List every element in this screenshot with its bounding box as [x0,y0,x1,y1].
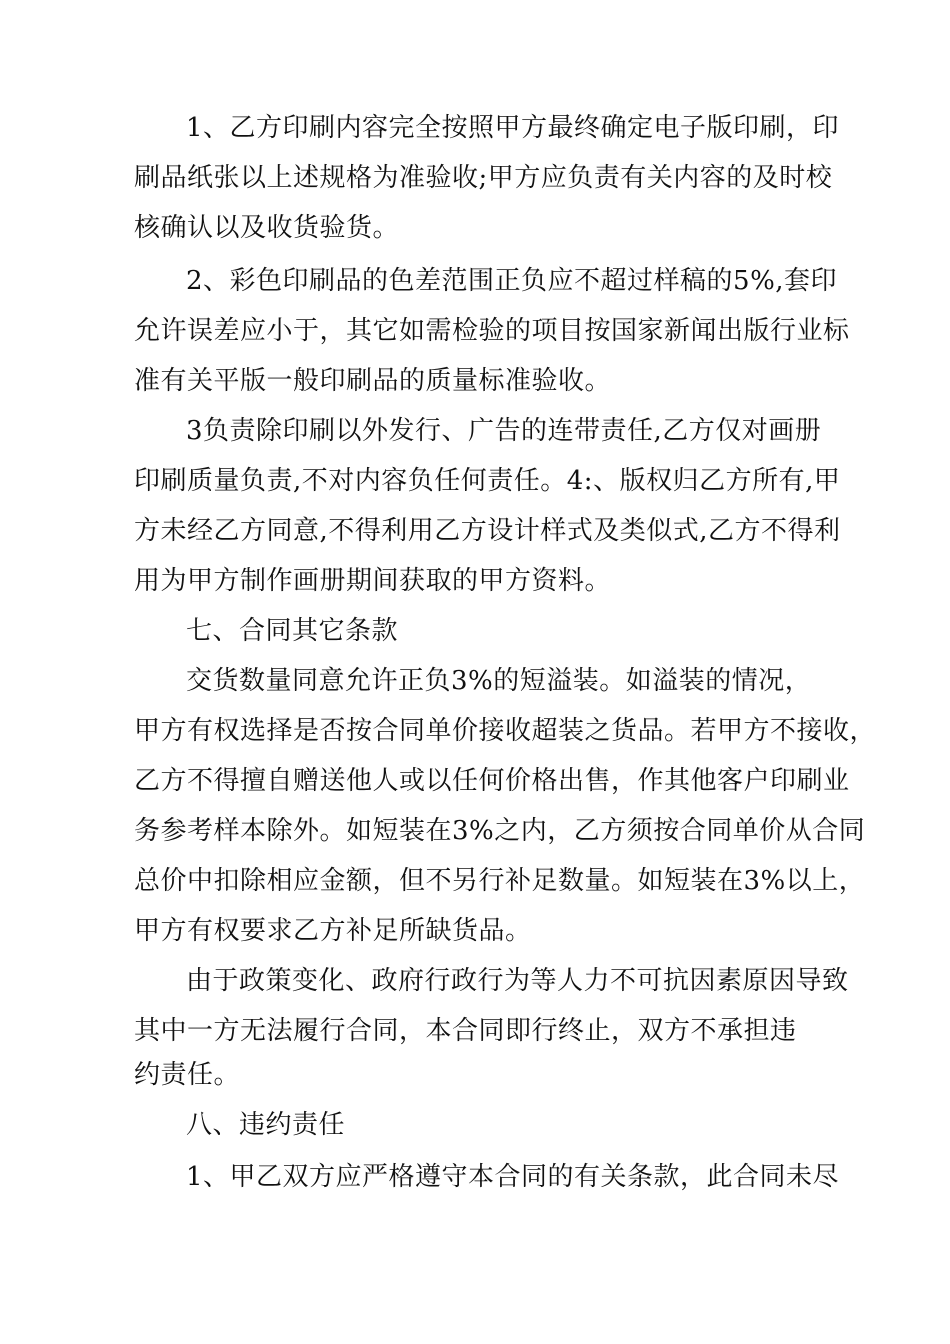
text-line: 允许误差应小于，其它如需检验的项目按国家新闻出版行业标 [134,316,850,346]
text-line: 1、甲乙双方应严格遵守本合同的有关条款，此合同未尽 [186,1162,840,1192]
text-line: 甲方有权选择是否按合同单价接收超装之货品。若甲方不接收， [134,716,877,746]
text-line: 乙方不得擅自赠送他人或以任何价格出售，作其他客户印刷业 [134,766,850,796]
text-line: 总价中扣除相应金额，但不另行补足数量。如短装在3%以上， [134,866,866,896]
text-line: 3负责除印刷以外发行、广告的连带责任,乙方仅对画册 [186,416,822,446]
section-heading: 八、违约责任 [186,1110,346,1140]
text-line: 2、彩色印刷品的色差范围正负应不超过样稿的5%,套印 [186,266,838,296]
text-line: 1、乙方印刷内容完全按照甲方最终确定电子版印刷，印 [186,113,840,143]
text-line: 印刷质量负责,不对内容负任何责任。4:、版权归乙方所有,甲 [134,466,841,496]
text-line: 由于政策变化、政府行政行为等人力不可抗因素原因导致 [186,966,849,996]
text-line: 约责任。 [134,1060,241,1090]
text-line: 交货数量同意允许正负3%的短溢装。如溢装的情况， [186,666,812,696]
text-line: 其中一方无法履行合同，本合同即行终止，双方不承担违 [134,1016,797,1046]
text-line: 用为甲方制作画册期间获取的甲方资料。 [134,566,612,596]
text-line: 刷品纸张以上述规格为准验收;甲方应负责有关内容的及时校 [134,163,833,193]
section-heading: 七、合同其它条款 [186,616,399,646]
text-line: 方未经乙方同意,不得利用乙方设计样式及类似式,乙方不得利 [134,516,841,546]
text-line: 准有关平版一般印刷品的质量标准验收。 [134,366,612,396]
text-line: 核确认以及收货验货。 [134,213,400,243]
text-line: 务参考样本除外。如短装在3%之内，乙方须按合同单价从合同 [134,816,866,846]
text-line: 甲方有权要求乙方补足所缺货品。 [134,916,532,946]
